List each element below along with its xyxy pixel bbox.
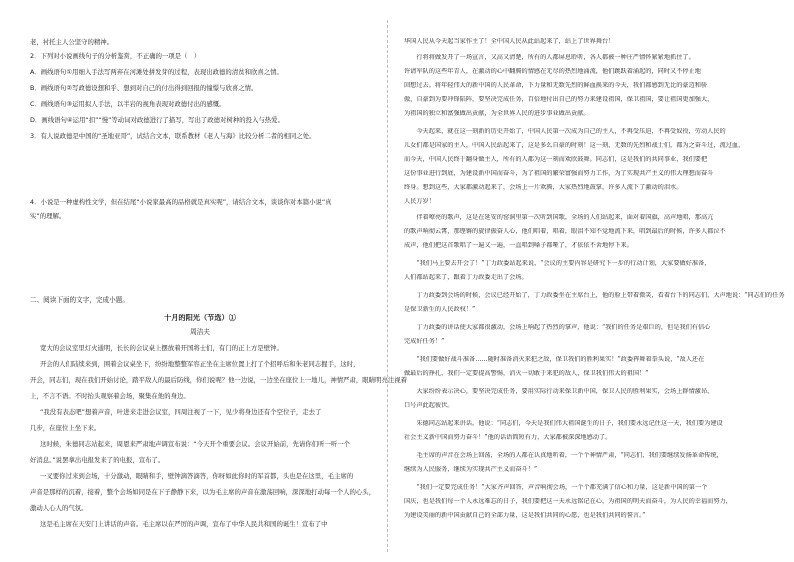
passage-line: 人们都站起来了，跟着丁力政委走出了会场。 (404, 274, 528, 281)
option-c: C．画线语句③运用拟人手法，以半岩的视角表现对政德付出的感慨。 (30, 100, 226, 108)
passage-line: 为祖国的独立和富强做出贡献，为全世界人民的进步事业做出贡献。 (404, 110, 590, 117)
passage-line: 儿女们都是国家的主人，中国人民站起来了，这是多么自豪的时刻！这一刻，无数的先烈和战士们，都为之奋斗过，流过血， (404, 142, 745, 149)
passage-line: 许请军队的这些年青人，在激动的心中翻腾的情感在无尽的热烈地涌流，他们跳跃着涌起的，同时又不停止地 (404, 68, 701, 75)
passage-line: 伴着嘹亮的歌声，这是在延安的窑洞里第一次听到国歌，全场的人们站起来，面对着国旗，高声地唱，那高亢 (404, 214, 714, 221)
passage-line: 华国人民从今天起当家作主了！全中国人民从此站起来了，站上了世界舞台！ (404, 38, 615, 45)
passage-line: 激动人心人的气氛。 (30, 504, 88, 512)
option-a: A．画线语句①用细入手法写两弃在河滩处拼发芽的过程，表现出政德的清贫和欣喜之情。 (30, 68, 283, 76)
passage-line: 终身。想到这些，大家都激动起来了，会场上一片欢腾，大家热烈地鼓掌，许多人流下了激动的泪水。 (404, 184, 683, 191)
passage-author: 周洁夫 (190, 328, 210, 336)
text-line: 老，衬托主人公坚守的精神。 (30, 38, 114, 46)
question-4: 4．小说是一种虚构性文学，但在结尾“小说家最高的品格就是真实呢”，请结合文本，谈谈你对本篇小说“真 (30, 198, 332, 206)
passage-line: 丁力政委的讲话使大家都很激动，会场上响起了热烈的掌声，他说：“我们的任务是艰巨的，但是我们有信心 (404, 324, 711, 331)
passage-line: 傲，自豪到为要冲锋陷阵，要坚决完成任务，百倍地付出自己的努力来建设祖国，保卫祖国，要让祖国更加强大， (404, 96, 714, 103)
passage-line: 做最后的挣扎，我们一定要提高警惕，消灭一切敢于来犯的敌人，保卫我们伟大的祖国！” (404, 370, 649, 377)
passage-line: “我们马上要去开会了！”丁力政委站起来说，“会议的主要内容是研究下一步的行动计划，大家要做好准备， (404, 260, 711, 267)
passage-title: 十月的阳光（节选）① (164, 314, 236, 322)
passage-line: 为建设美丽的新中国贡献自己的全部力量，这是我们共同的心愿，也是我们共同的誓言。” (404, 512, 646, 519)
passage-line: 社会主义新中国而努力奋斗！”他的话语简短有力，大家都被深深地感动了。 (404, 434, 612, 441)
passage-line: 成声，他们把这首歌唱了一遍又一遍，一直唱到嗓子都哑了，才依依不舍地停下来。 (404, 242, 633, 249)
passage-line: 开会，同志们，现在我们开始讨论，踏平敌人的最后防线，你们说呢？他一边说，一边坐在座位上一地儿，神情严肃，眼睛明亮注视着 (30, 376, 408, 384)
passage-line: 这时候，朱德同志站起来，周恩来严肃地声调宣布说：“今天开个重要会议。会议开始前，先请你们听一听一个 (40, 440, 351, 448)
passage-line: 回想过去。将年轻伟大的新中国的人民革命，下力量和无数先烈的鲜血换来的今天，我们都感到无比的豪迈和骄 (404, 82, 708, 89)
question-2: 2．下列对小说画线句子的分析鉴赏，不正确的一项是（ ） (30, 52, 201, 60)
passage-line: “我们要做好战斗准备……随时准备消灭来犯之敌，保卫我们的胜利果实！”政委挥舞着拳头说，“敌人还在 (404, 356, 705, 363)
passage-line: 声音是那样的沉着，接着，整个会场如同是在下子静静下来，以为毛主席的声音在激荡回响，深深地打动每一个人的心头， (30, 488, 376, 496)
passage-line: 人民万岁！ (404, 198, 435, 205)
section-heading: 二、阅读下面的文字，完成小题。 (30, 296, 129, 304)
passage-line: 国庆，也是我们每一个人永远难忘的日子，我们要把这一天永远铭记在心，为祖国的明天而奋斗，为人民的幸福而努力， (404, 498, 732, 505)
option-b: B．画线语句②写政德设想和乎、想到对自己的付出得到回报的憧憬与欣喜之情。 (30, 84, 258, 92)
passage-line: 丁力政委到会场的时候，会议已经开始了，丁力政委坐在主席台上，他的脸上带着微笑，看着台下的同志们，大声地说：“同志们的任务 (404, 292, 785, 299)
question-4-continued: 实”的理解。 (30, 212, 66, 220)
passage-line: 几步，在座位上坐下来。 (30, 424, 101, 432)
passage-line: 开会的人们陆续来到，围着会议桌坐下，纷纷地整整军容正坐在主席位置上打了个招呼后和朱老同志握手，这时， (40, 360, 360, 368)
passage-line: 一叉要你过来到会场，十分激动，眼睛和手，壁钟滴答滴答，你呀如此你时的军首都，头也是在这里，毛主席的 (40, 472, 354, 480)
passage-line: 大家纷纷表示决心，要坚决完成任务，要用实际行动来保卫新中国，保卫人民的胜利果实，会场上群情激昂， (404, 388, 714, 395)
passage-line: 的歌声响彻云霄，那铿锵的旋律振奋人心，他们唱着，唱着，眼泪不知不觉地流下来，唱到最后的时候，许多人都泣不 (404, 228, 726, 235)
passage-line: 行将将做发开了一场宣言，又高又清楚，所有的人都屏息聆听，各人都被一种庄严情怀紧紧地抓住了。 (404, 54, 695, 61)
passage-line: 朱德同志站起来讲话，他说：“同志们，今天是我们伟大祖国诞生的日子，我们要永远记住这一天，我们要为建设 (404, 420, 723, 427)
passage-line: “我没有表态吧”想着声音，叶进来走进会议室，四周注视了一下，见少将身边还有个空位子，走去了 (40, 408, 322, 416)
passage-line: 是保卫新生的人民政权！” (404, 306, 476, 313)
column-divider (387, 20, 388, 552)
passage-line: 宽大的会议室里灯火通明，长长的会议桌上摆放着开国将士们，有门的正上方是壁钟。 (40, 344, 283, 352)
passage-line: 今天起来，就在这一刻新的历史开始了，中国人民第一次成为自己的主人，不再受压迫，不再受奴役，劳动人民的 (404, 128, 726, 135)
passage-line: 口号声此起彼伏。 (404, 402, 454, 409)
passage-line: 上，不言不语。不时抬头观察着会场，聚集在他的身边。 (30, 392, 190, 400)
passage-line: 好消息。”说罢拿出电报发来了的电报，宣布了。 (30, 456, 165, 464)
option-d: D．画线语句④运用“扣”“慢”等动词对政德进行了描写，写出了政德对树种的投入与热爱。 (30, 116, 284, 124)
question-3: 3．有人说政德是中国的“圣地亚哥”，试结合文本，联系教材《老人与海》比较分析二者的相同之处。 (30, 132, 316, 140)
passage-line: 这份事业进行到底，为建设新中国而奋斗，为了祖国的繁荣富强而努力工作，为了实现共产主义的伟大理想而奋斗 (404, 170, 714, 177)
passage-line: 这是毛主席在天安门上讲话的声音。毛主席以在严厉的声调，宣布了中华人民共和国的诞生！宣布了中 (40, 520, 328, 528)
passage-line: 而今天，中国人民终于翻身做主人，所有的人都为这一刻而欢欣鼓舞。同志们，这是我们的共同事业，我们要把 (404, 156, 708, 163)
passage-line: 毛主席的声音在会场上回荡，全场的人都在认真地听着，一个个神情严肃，“同志们，我们要继续发扬革命传统， (404, 452, 723, 459)
passage-line: 完成好任务！” (404, 338, 445, 345)
passage-line: 继续为人民服务，继续为实现共产主义而奋斗！” (404, 466, 538, 473)
passage-line: “我们一定要完成任务！”大家齐声回答，声音响彻会场，一个个都充满了信心和力量，这是新中国的第一个 (404, 484, 708, 491)
